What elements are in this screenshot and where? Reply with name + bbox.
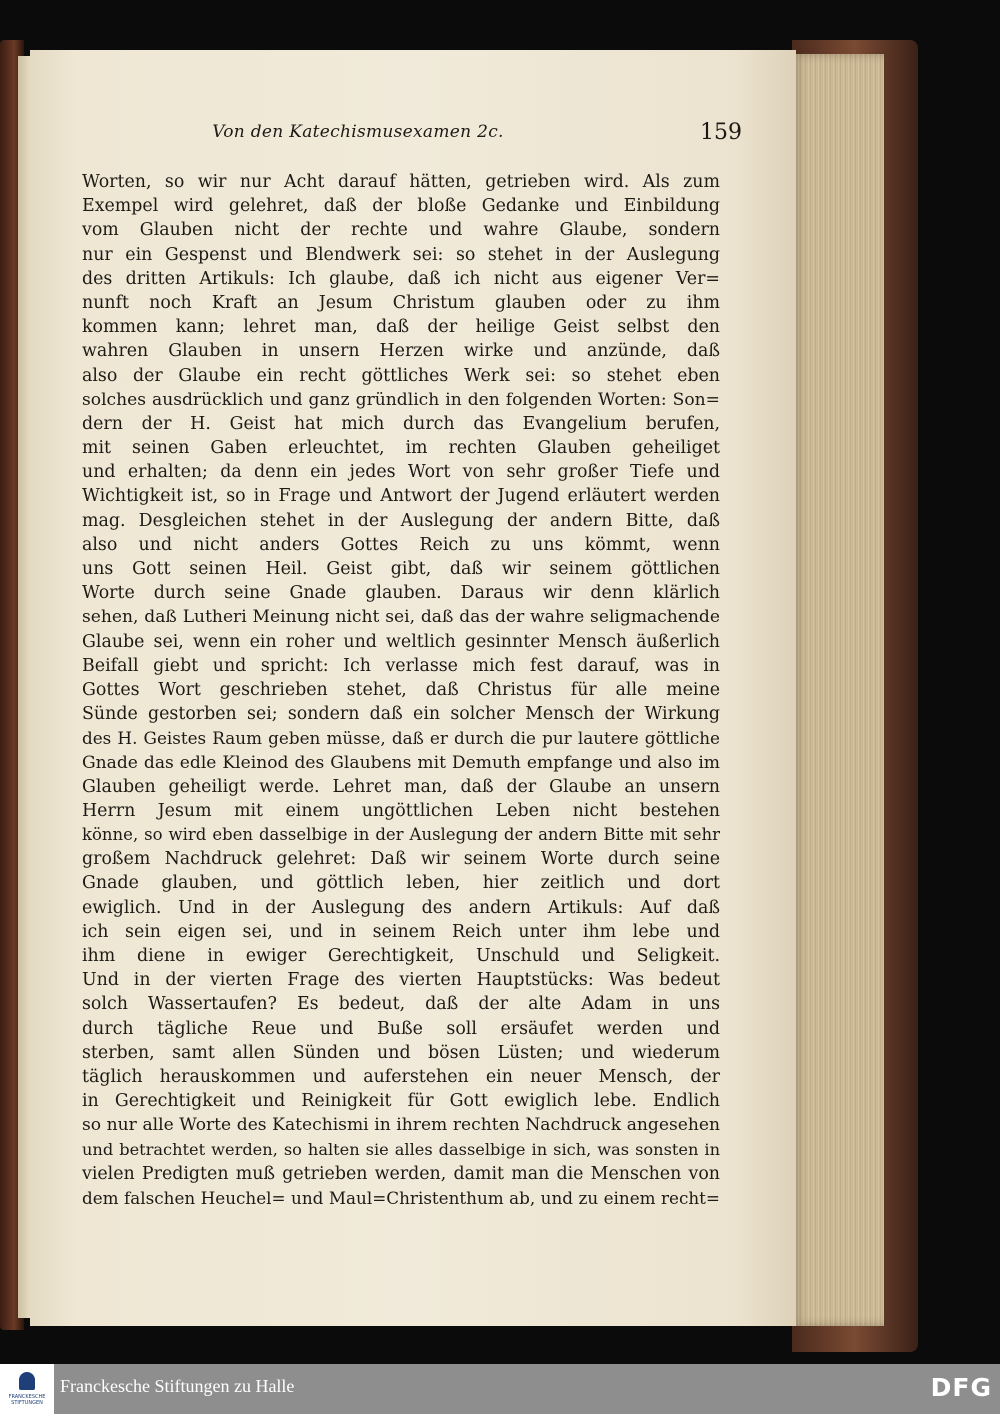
institution-name[interactable]: Franckesche Stiftungen zu Halle [60,1376,295,1396]
building-icon [19,1372,35,1390]
text-line: sehen, daß Lutheri Meinung nicht sei, daß das der wahre seligmachende [82,607,720,628]
text-line: nur ein Gespenst und Blendwerk sei: so stehet in der Auslegung [82,244,720,265]
text-line: wahren Glauben in unsern Herzen wirke und anzünde, daß [82,341,720,362]
text-line: so nur alle Worte des Katechismi in ihrem rechten Nachdruck angesehen [82,1115,720,1136]
text-line: Beifall giebt und spricht: Ich verlasse mich fest darauf, was in [82,655,720,676]
text-line: Gnade glauben, und göttlich leben, hier zeitlich und dort [82,873,720,894]
page-stack-edge [792,54,884,1326]
text-line: nunft noch Kraft an Jesum Christum glauben oder zu ihm [82,292,720,313]
text-line: vom Glauben nicht der rechte und wahre Glaube, sondern [82,220,720,241]
running-title: Von den Katechismusexamen 2c. [212,122,504,142]
text-line: des dritten Artikuls: Ich glaube, daß ich nicht aus eigener Ver= [82,268,720,289]
text-line: also und nicht anders Gottes Reich zu uns kömmt, wenn [82,534,720,555]
text-line: Herrn Jesum mit einem ungöttlichen Leben nicht bestehen [82,800,720,821]
body-text [82,170,720,1210]
text-line: Worte durch seine Gnade glauben. Daraus wir denn klärlich [82,583,720,604]
text-line: könne, so wird eben dasselbige in der Auslegung der andern Bitte mit sehr [82,825,720,845]
viewer-footer [0,1364,1000,1414]
dfg-logo[interactable]: DFG [930,1373,992,1402]
logo-text: FRANCKESCHE STIFTUNGEN [8,1394,46,1406]
text-line: Glaube sei, wenn ein roher und weltlich gesinnter Mensch äußerlich [82,631,720,652]
text-line: also der Glaube ein recht göttliches Werk sei: so stehet eben [82,365,720,386]
running-head [80,120,742,152]
text-line: Wichtigkeit ist, so in Frage und Antwort der Jugend erläutert werden [82,486,720,507]
text-line: in Gerechtigkeit und Reinigkeit für Gott ewiglich lebe. Endlich [82,1091,720,1112]
text-line: täglich herauskommen und auferstehen ein neuer Mensch, der [82,1066,720,1087]
text-line: großem Nachdruck gelehret: Daß wir seinem Worte durch seine [82,849,720,870]
text-line: Gnade das edle Kleinod des Glaubens mit Demuth empfange und also im [82,752,720,773]
text-line: durch tägliche Reue und Buße soll ersäufet werden und [82,1018,720,1039]
text-line: ich sein eigen sei, und in seinem Reich unter ihm lebe und [82,921,720,942]
institution-logo[interactable] [0,1364,54,1414]
text-line: mit seinen Gaben erleuchtet, im rechten Glauben geheiliget [82,438,720,459]
text-line: Glauben geheiligt werde. Lehret man, daß der Glaube an unsern [82,776,720,797]
page-number: 159 [700,120,742,145]
book-page [30,50,796,1326]
text-line: Exempel wird gelehret, daß der bloße Gedanke und Einbildung [82,196,720,217]
text-line: solches ausdrücklich und ganz gründlich in den folgenden Worten: Son= [82,389,720,410]
text-line: vielen Predigten muß getrieben werden, damit man die Menschen von [82,1163,720,1184]
text-line: Und in der vierten Frage des vierten Hauptstücks: Was bedeut [82,970,720,991]
text-line: dern der H. Geist hat mich durch das Evangelium berufen, [82,413,720,434]
text-line: sterben, samt allen Sünden und bösen Lüsten; und wiederum [82,1042,720,1063]
text-line: solch Wassertaufen? Es bedeut, daß der alte Adam in uns [82,994,720,1015]
text-line: und betrachtet werden, so halten sie alles dasselbige in sich, was sonsten in [82,1139,720,1159]
text-line: Worten, so wir nur Acht darauf hätten, getrieben wird. Als zum [82,172,720,192]
text-line: des H. Geistes Raum geben müsse, daß er durch die pur lautere göttliche [82,728,720,749]
text-line: ihm diene in ewiger Gerechtigkeit, Unschuld und Seligkeit. [82,946,720,966]
text-line: dem falschen Heuchel= und Maul=Christenthum ab, und zu einem recht= [82,1187,720,1208]
text-line: Sünde gestorben sei; sondern daß ein solcher Mensch der Wirkung [82,704,720,725]
text-line: Gottes Wort geschrieben stehet, daß Christus für alle meine [82,679,720,700]
text-line: ewiglich. Und in der Auslegung des andern Artikuls: Auf daß [82,897,720,918]
text-line: mag. Desgleichen stehet in der Auslegung der andern Bitte, daß [82,510,720,531]
text-line: kommen kann; lehret man, daß der heilige Geist selbst den [82,317,720,338]
text-line: uns Gott seinen Heil. Geist gibt, daß wir seinem göttlichen [82,559,720,579]
text-line: und erhalten; da denn ein jedes Wort von sehr großer Tiefe und [82,462,720,483]
